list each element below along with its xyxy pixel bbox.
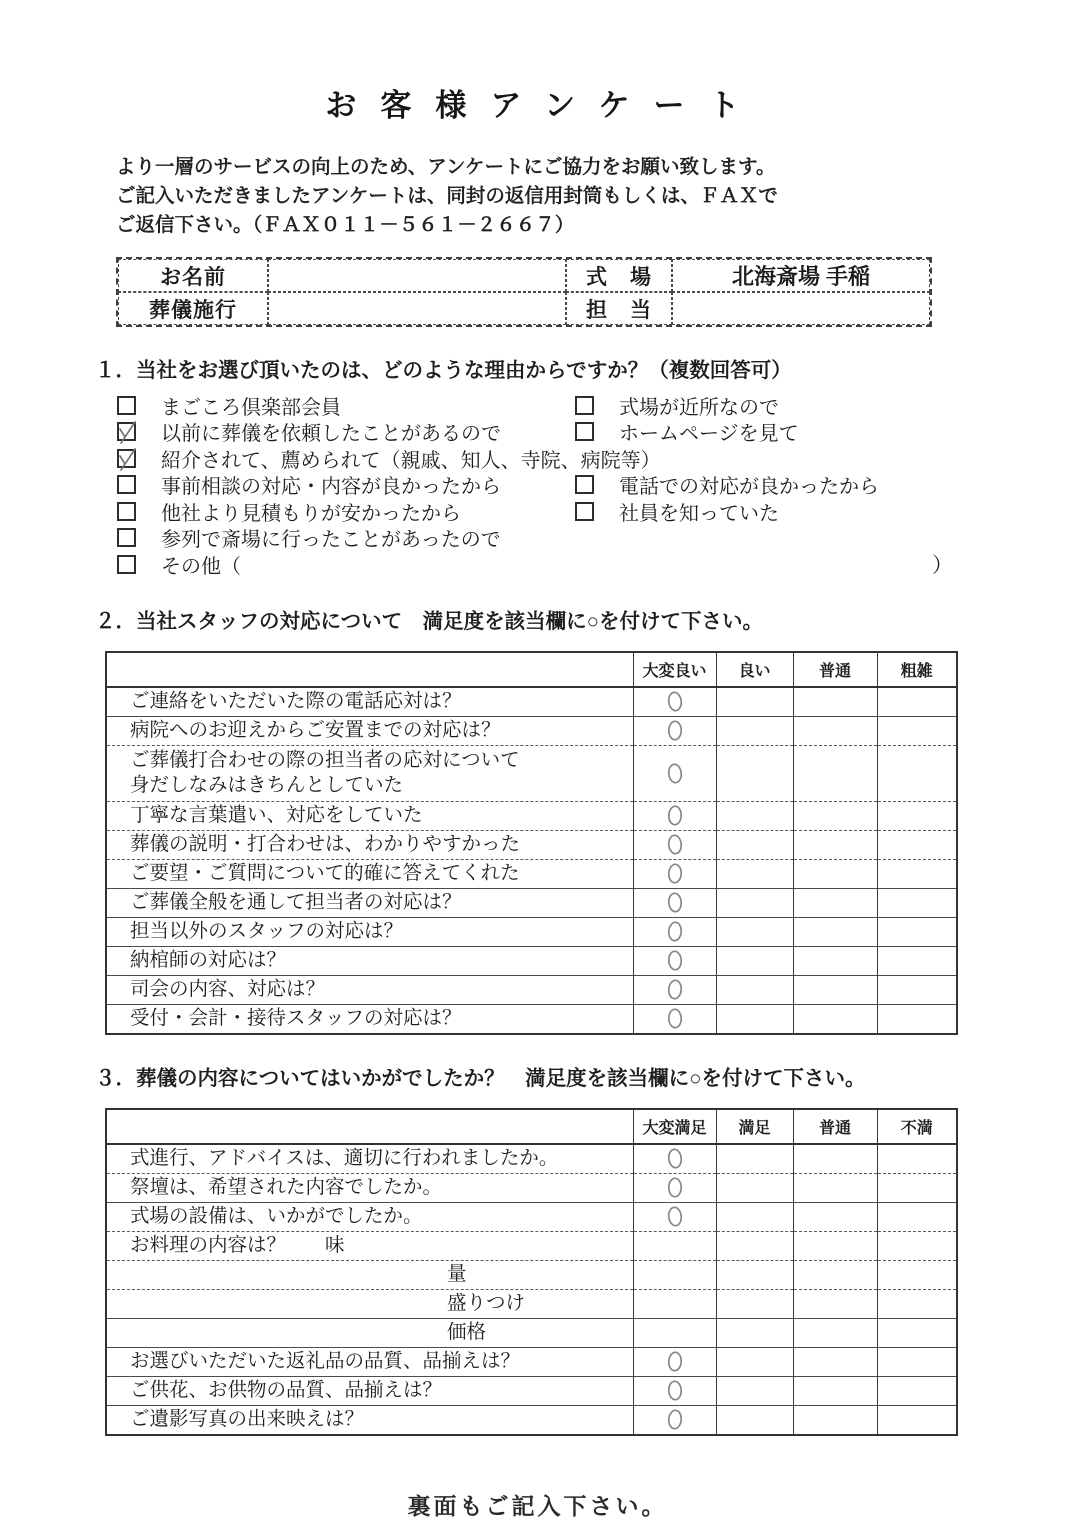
rating-cell[interactable] bbox=[793, 975, 877, 1004]
rating-cell[interactable] bbox=[793, 687, 877, 717]
question-cell: ご供花、お供物の品質、品揃えは？ bbox=[106, 1376, 633, 1405]
info-venue-label: 式 場 bbox=[566, 259, 672, 292]
table-row bbox=[106, 917, 957, 946]
rating-cell[interactable] bbox=[633, 975, 716, 1004]
q1-option-row bbox=[117, 498, 959, 525]
question-cell: 量 bbox=[106, 1260, 633, 1289]
table-row bbox=[106, 1202, 957, 1231]
rating-cell[interactable] bbox=[633, 745, 716, 801]
rating-cell[interactable] bbox=[877, 1289, 957, 1318]
q2-header-col-3: 普通 bbox=[793, 652, 877, 687]
question-cell: 式進行、アドバイスは、適切に行われましたか。 bbox=[106, 1144, 633, 1174]
q3-rating-table bbox=[105, 1108, 958, 1436]
rating-cell[interactable] bbox=[877, 801, 957, 830]
question-cell: 丁寧な言葉遣い、対応をしていた bbox=[106, 801, 633, 830]
checkbox-checked[interactable] bbox=[117, 422, 136, 441]
rating-cell[interactable] bbox=[877, 859, 957, 888]
q1-option[interactable] bbox=[117, 550, 241, 579]
rating-cell[interactable] bbox=[877, 745, 957, 801]
rating-cell[interactable] bbox=[716, 1318, 793, 1347]
handwritten-circle-mark bbox=[665, 1007, 685, 1030]
rating-cell[interactable] bbox=[633, 716, 716, 745]
info-organizer-value[interactable] bbox=[268, 292, 566, 325]
rating-cell[interactable] bbox=[877, 1376, 957, 1405]
rating-cell[interactable] bbox=[877, 1260, 957, 1289]
rating-cell[interactable] bbox=[793, 1173, 877, 1202]
q1-option[interactable] bbox=[117, 470, 575, 499]
table-row bbox=[106, 888, 957, 917]
rating-cell[interactable] bbox=[633, 687, 716, 717]
rating-cell[interactable] bbox=[877, 1004, 957, 1034]
rating-cell[interactable] bbox=[716, 946, 793, 975]
question-cell: 盛りつけ bbox=[106, 1289, 633, 1318]
question-cell: 担当以外のスタッフの対応は？ bbox=[106, 917, 633, 946]
rating-cell[interactable] bbox=[716, 1260, 793, 1289]
rating-cell[interactable] bbox=[877, 687, 957, 717]
table-row bbox=[106, 830, 957, 859]
table-row bbox=[106, 1289, 957, 1318]
intro-line-3: ご返信下さい。（ＦＡＸ０１１－５６１－２６６７） bbox=[116, 214, 575, 236]
q1-option[interactable] bbox=[117, 444, 661, 473]
question-cell: 病院へのお迎えからご安置までの対応は？ bbox=[106, 716, 633, 745]
table-row bbox=[106, 1405, 957, 1435]
q1-option[interactable] bbox=[117, 523, 501, 552]
rating-cell[interactable] bbox=[716, 1173, 793, 1202]
rating-cell[interactable] bbox=[633, 1318, 716, 1347]
q1-option[interactable] bbox=[575, 470, 879, 499]
rating-cell[interactable] bbox=[793, 1347, 877, 1376]
rating-cell[interactable] bbox=[877, 975, 957, 1004]
table-row bbox=[106, 687, 957, 717]
rating-cell[interactable] bbox=[793, 1144, 877, 1174]
q2-header-row bbox=[106, 652, 957, 687]
q1-options bbox=[117, 392, 959, 578]
checkbox[interactable] bbox=[575, 502, 594, 521]
rating-cell[interactable] bbox=[877, 1318, 957, 1347]
rating-cell[interactable] bbox=[877, 946, 957, 975]
q1-option-label: 以前に葬儀を依頼したことがあるので bbox=[161, 423, 501, 446]
q3-header-col-2: 満足 bbox=[716, 1109, 793, 1144]
intro-line-1: より一層のサービスの向上のため、アンケートにご協力をお願い致します。 bbox=[116, 156, 776, 178]
question-cell: 受付・会計・接待スタッフの対応は？ bbox=[106, 1004, 633, 1034]
handwritten-circle-mark bbox=[665, 833, 685, 856]
question-cell: お料理の内容は？ 味 bbox=[106, 1231, 633, 1260]
rating-cell[interactable] bbox=[793, 1231, 877, 1260]
rating-cell[interactable] bbox=[793, 1202, 877, 1231]
rating-cell[interactable] bbox=[793, 1004, 877, 1034]
rating-cell[interactable] bbox=[716, 975, 793, 1004]
q1-option-label: その他（ bbox=[161, 555, 241, 578]
info-name-label: お名前 bbox=[118, 259, 268, 292]
q1-option[interactable] bbox=[575, 391, 779, 420]
handwritten-circle-mark bbox=[665, 978, 685, 1001]
info-staff-value[interactable] bbox=[672, 292, 930, 325]
q3-header-row bbox=[106, 1109, 957, 1144]
q2-rating-table bbox=[105, 651, 958, 1035]
rating-cell[interactable] bbox=[716, 801, 793, 830]
handwritten-circle-mark bbox=[665, 804, 685, 827]
rating-cell[interactable] bbox=[877, 888, 957, 917]
table-row bbox=[106, 1004, 957, 1034]
q1-option-row bbox=[117, 551, 959, 578]
rating-cell[interactable] bbox=[877, 1144, 957, 1174]
question-cell: お選びいただいた返礼品の品質、品揃えは？ bbox=[106, 1347, 633, 1376]
handwritten-circle-mark bbox=[665, 690, 685, 713]
rating-cell[interactable] bbox=[633, 859, 716, 888]
rating-cell[interactable] bbox=[793, 1376, 877, 1405]
page-title: お客様アンケート bbox=[325, 88, 764, 123]
rating-cell[interactable] bbox=[877, 917, 957, 946]
q1-heading: １．当社をお選び頂いたのは、どのような理由からですか？（複数回答可） bbox=[95, 359, 792, 382]
checkbox[interactable] bbox=[117, 528, 136, 547]
rating-cell[interactable] bbox=[877, 830, 957, 859]
rating-cell[interactable] bbox=[793, 859, 877, 888]
q2-header-question bbox=[106, 652, 633, 687]
rating-cell[interactable] bbox=[793, 1405, 877, 1435]
q1-option[interactable] bbox=[117, 497, 575, 526]
other-close-paren: ） bbox=[932, 554, 953, 578]
rating-cell[interactable] bbox=[633, 1004, 716, 1034]
table-row bbox=[106, 1347, 957, 1376]
q3-header-col-3: 普通 bbox=[793, 1109, 877, 1144]
info-staff-label: 担 当 bbox=[566, 292, 672, 325]
q1-option-row bbox=[117, 472, 959, 499]
rating-cell[interactable] bbox=[716, 1376, 793, 1405]
q3-header-col-4: 不満 bbox=[877, 1109, 957, 1144]
rating-cell[interactable] bbox=[716, 1202, 793, 1231]
info-box bbox=[116, 257, 932, 327]
q1-option-label: 紹介されて、薦められて（親戚、知人、寺院、病院等） bbox=[161, 449, 661, 472]
rating-cell[interactable] bbox=[633, 1260, 716, 1289]
checkbox[interactable] bbox=[575, 422, 594, 441]
q3-header-question bbox=[106, 1109, 633, 1144]
question-cell: ご要望・ご質問について的確に答えてくれた bbox=[106, 859, 633, 888]
question-cell: 葬儀の説明・打合わせは、わかりやすかった bbox=[106, 830, 633, 859]
rating-cell[interactable] bbox=[793, 745, 877, 801]
intro-text bbox=[116, 153, 1075, 240]
info-organizer-label: 葬儀施行 bbox=[118, 292, 268, 325]
rating-cell[interactable] bbox=[716, 1144, 793, 1174]
q1-option[interactable] bbox=[575, 497, 779, 526]
rating-cell[interactable] bbox=[633, 1405, 716, 1435]
rating-cell[interactable] bbox=[633, 946, 716, 975]
q1-option-label: 他社より見積もりが安かったから bbox=[161, 502, 461, 525]
pencil-check-mark bbox=[114, 419, 140, 445]
rating-cell[interactable] bbox=[793, 1318, 877, 1347]
q3-heading: ３．葬儀の内容についてはいかがでしたか？ 満足度を該当欄に○を付けて下さい。 bbox=[95, 1066, 866, 1090]
q1-option-label: ホームページを見て bbox=[619, 423, 799, 446]
handwritten-circle-mark bbox=[665, 949, 685, 972]
rating-cell[interactable] bbox=[793, 888, 877, 917]
rating-cell[interactable] bbox=[716, 859, 793, 888]
rating-cell[interactable] bbox=[793, 946, 877, 975]
rating-cell[interactable] bbox=[793, 830, 877, 859]
rating-cell[interactable] bbox=[877, 1347, 957, 1376]
handwritten-circle-mark bbox=[665, 891, 685, 914]
footer-note: 裏面もご記入下さい。 bbox=[407, 1492, 668, 1519]
rating-cell[interactable] bbox=[633, 1173, 716, 1202]
question-cell: ご連絡をいただいた際の電話応対は？ bbox=[106, 687, 633, 717]
q1-option-label: まごころ倶楽部会員 bbox=[161, 396, 341, 419]
rating-cell[interactable] bbox=[633, 1231, 716, 1260]
checkbox[interactable] bbox=[117, 555, 136, 574]
table-row bbox=[106, 946, 957, 975]
question-cell: ご葬儀打合わせの際の担当者の応対について 身だしなみはきちんとしていた bbox=[106, 745, 633, 801]
checkbox-checked[interactable] bbox=[117, 449, 136, 468]
q1-option[interactable] bbox=[117, 391, 575, 420]
handwritten-circle-mark bbox=[665, 719, 685, 742]
pencil-check-mark bbox=[114, 446, 140, 472]
rating-cell[interactable] bbox=[716, 1347, 793, 1376]
rating-cell[interactable] bbox=[633, 801, 716, 830]
handwritten-circle-mark bbox=[665, 1350, 685, 1373]
q2-header-col-1: 大変良い bbox=[633, 652, 716, 687]
table-row bbox=[106, 1260, 957, 1289]
rating-cell[interactable] bbox=[716, 830, 793, 859]
question-cell: 祭壇は、希望された内容でしたか。 bbox=[106, 1173, 633, 1202]
table-row bbox=[106, 975, 957, 1004]
rating-cell[interactable] bbox=[633, 1289, 716, 1318]
table-row bbox=[106, 1144, 957, 1174]
rating-cell[interactable] bbox=[633, 1376, 716, 1405]
handwritten-circle-mark bbox=[665, 920, 685, 943]
handwritten-circle-mark bbox=[665, 1176, 685, 1199]
rating-cell[interactable] bbox=[716, 917, 793, 946]
rating-cell[interactable] bbox=[877, 1231, 957, 1260]
q2-heading: ２．当社スタッフの対応について 満足度を該当欄に○を付けて下さい。 bbox=[95, 609, 763, 633]
checkbox[interactable] bbox=[117, 502, 136, 521]
rating-cell[interactable] bbox=[877, 1405, 957, 1435]
q3-header-col-1: 大変満足 bbox=[633, 1109, 716, 1144]
rating-cell[interactable] bbox=[633, 888, 716, 917]
checkbox[interactable] bbox=[575, 396, 594, 415]
q1-option[interactable] bbox=[575, 417, 799, 446]
table-row bbox=[106, 716, 957, 745]
info-name-value[interactable] bbox=[268, 259, 566, 292]
rating-cell[interactable] bbox=[877, 1173, 957, 1202]
rating-cell[interactable] bbox=[716, 1405, 793, 1435]
q1-option-label: 社員を知っていた bbox=[619, 502, 779, 525]
rating-cell[interactable] bbox=[716, 888, 793, 917]
q1-option-label: 式場が近所なので bbox=[619, 396, 779, 419]
q1-option[interactable] bbox=[117, 417, 575, 446]
question-cell: 価格 bbox=[106, 1318, 633, 1347]
rating-cell[interactable] bbox=[716, 1289, 793, 1318]
table-row bbox=[106, 1376, 957, 1405]
rating-cell[interactable] bbox=[716, 1004, 793, 1034]
rating-cell[interactable] bbox=[716, 716, 793, 745]
rating-cell[interactable] bbox=[793, 1289, 877, 1318]
question-cell: 司会の内容、対応は？ bbox=[106, 975, 633, 1004]
handwritten-circle-mark bbox=[665, 1147, 685, 1170]
q1-option-row bbox=[117, 392, 959, 419]
rating-cell[interactable] bbox=[633, 1144, 716, 1174]
handwritten-circle-mark bbox=[665, 1379, 685, 1402]
handwritten-circle-mark bbox=[665, 1205, 685, 1228]
table-row bbox=[106, 801, 957, 830]
handwritten-circle-mark bbox=[665, 862, 685, 885]
rating-cell[interactable] bbox=[793, 1260, 877, 1289]
rating-cell[interactable] bbox=[716, 687, 793, 717]
table-row bbox=[106, 745, 957, 801]
checkbox[interactable] bbox=[117, 396, 136, 415]
rating-cell[interactable] bbox=[633, 830, 716, 859]
info-venue-value[interactable]: 北海斎場 手稲 bbox=[672, 259, 930, 292]
rating-cell[interactable] bbox=[716, 1231, 793, 1260]
checkbox[interactable] bbox=[117, 475, 136, 494]
rating-cell[interactable] bbox=[877, 716, 957, 745]
question-cell: 納棺師の対応は？ bbox=[106, 946, 633, 975]
rating-cell[interactable] bbox=[793, 917, 877, 946]
handwritten-circle-mark bbox=[665, 762, 685, 785]
q1-option-row bbox=[117, 525, 959, 552]
table-row bbox=[106, 1318, 957, 1347]
q2-header-col-2: 良い bbox=[716, 652, 793, 687]
checkbox[interactable] bbox=[575, 475, 594, 494]
intro-line-2: ご記入いただきましたアンケートは、同封の返信用封筒もしくは、ＦＡＸで bbox=[116, 185, 778, 207]
rating-cell[interactable] bbox=[793, 716, 877, 745]
question-cell: ご遺影写真の出来映えは？ bbox=[106, 1405, 633, 1435]
question-cell: 式場の設備は、いかがでしたか。 bbox=[106, 1202, 633, 1231]
table-row bbox=[106, 859, 957, 888]
q1-option-label: 参列で斎場に行ったことがあったので bbox=[161, 529, 501, 552]
rating-cell[interactable] bbox=[633, 1347, 716, 1376]
q1-option-row bbox=[117, 419, 959, 446]
rating-cell[interactable] bbox=[633, 917, 716, 946]
q1-option-label: 事前相談の対応・内容が良かったから bbox=[161, 476, 501, 499]
rating-cell[interactable] bbox=[716, 745, 793, 801]
question-cell: ご葬儀全般を通して担当者の対応は？ bbox=[106, 888, 633, 917]
rating-cell[interactable] bbox=[877, 1202, 957, 1231]
q1-option-row bbox=[117, 445, 959, 472]
q2-header-col-4: 粗雑 bbox=[877, 652, 957, 687]
table-row bbox=[106, 1231, 957, 1260]
rating-cell[interactable] bbox=[633, 1202, 716, 1231]
handwritten-circle-mark bbox=[665, 1408, 685, 1431]
q1-option-label: 電話での対応が良かったから bbox=[619, 476, 879, 499]
table-row bbox=[106, 1173, 957, 1202]
rating-cell[interactable] bbox=[793, 801, 877, 830]
